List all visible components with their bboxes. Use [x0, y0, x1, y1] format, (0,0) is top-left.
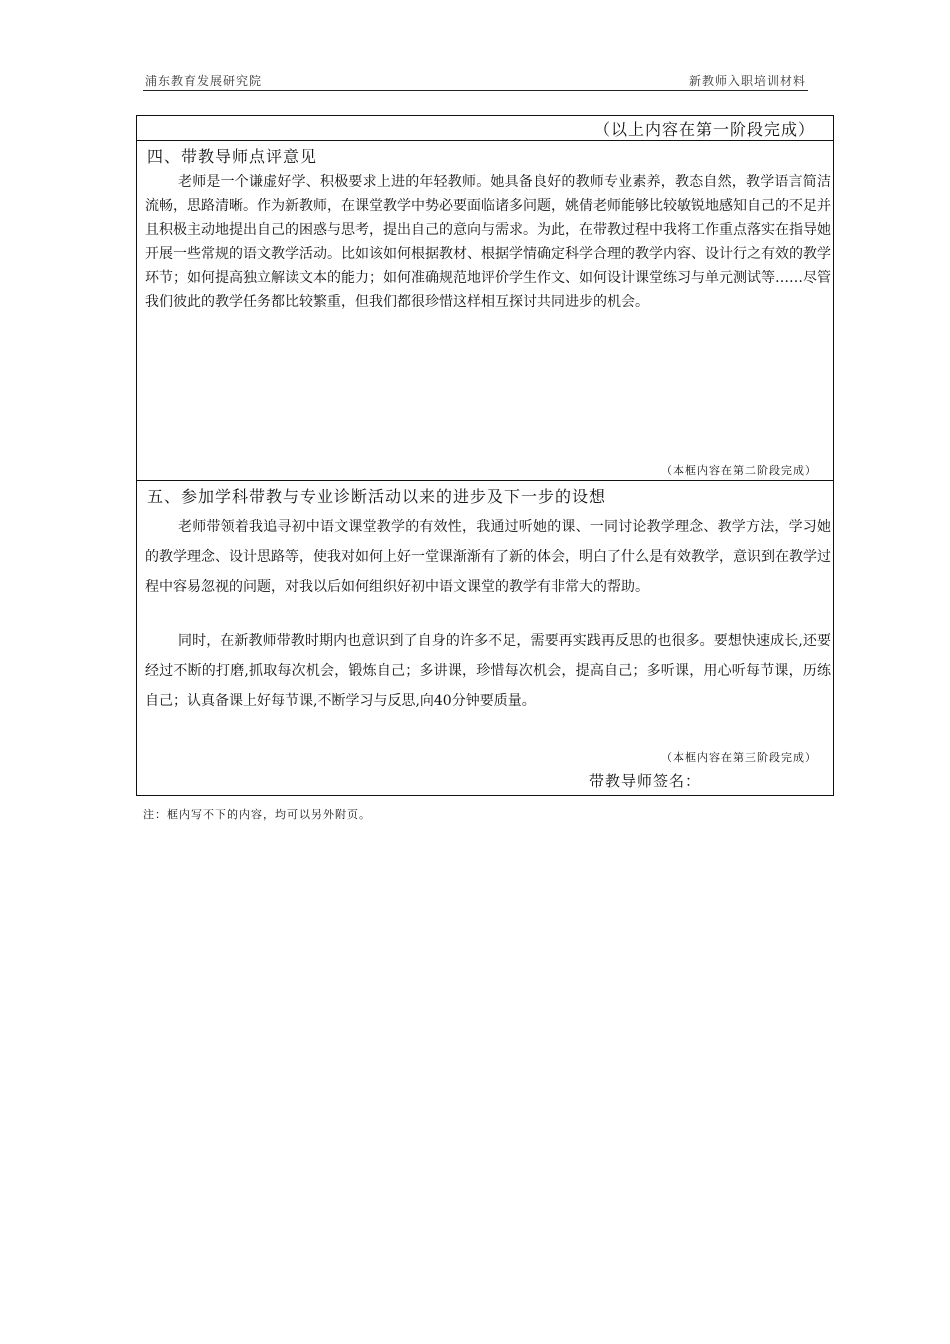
- mentor-comment-section: [137, 141, 833, 481]
- section5-title: 五、参加学科带教与专业诊断活动以来的进步及下一步的设想: [147, 487, 607, 506]
- evaluation-form-table: [136, 115, 834, 796]
- stage2-note: （本框内容在第二阶段完成）: [661, 464, 817, 477]
- progress-paragraph-2: 同时，在新教师带教时期内也意识到了自身的许多不足，需要再实践再反思的也很多。要想快速成长,还要经过不断的打磨,抓取每次机会，锻炼自己；多讲课，珍惜每次机会，提高自己；多听课，用心听每节课，历练自己；认真备课上好每节课,不断学习与反思,向40分钟要质量。: [145, 633, 831, 709]
- stage1-row: [137, 116, 833, 141]
- section4-title: 四、带教导师点评意见: [147, 147, 318, 166]
- mentor-signature-label: 带教导师签名：: [589, 772, 702, 790]
- progress-paragraph-1: 老师带领着我追寻初中语文课堂教学的有效性，我通过听她的课、一同讨论教学理念、教学方法，学习她的教学理念、设计思路等，使我对如何上好一堂课渐渐有了新的体会，明白了什么是有效教学，意识到在教学过程中容易忽视的问题，对我以后如何组织好初中语文课堂的教学有非常大的帮助。: [145, 519, 831, 595]
- stage1-note: （以上内容在第一阶段完成）: [593, 120, 815, 139]
- organization-name: 浦东教育发展研究院: [145, 74, 263, 88]
- stage3-note: （本框内容在第三阶段完成）: [661, 751, 817, 764]
- progress-section: [137, 481, 833, 795]
- mentor-comment-text: 老师是一个谦虚好学、积极要求上进的年轻教师。她具备良好的教师专业素养，教态自然，教学语言简洁流畅，思路清晰。作为新教师，在课堂教学中势必要面临诸多问题，姚倩老师能够比较敏锐地感知自己的不足并且积极主动地提出自己的困惑与思考，提出自己的意向与需求。为此，在带教过程中我将工作重点落实在指导她开展一些常规的语文教学活动。比如该如何根据教材、根据学情确定科学合理的教学内容、设计行之有效的教学环节；如何提高独立解读文本的能力；如何准确规范地评价学生作文、如何设计课堂练习与单元测试等……尽管我们彼此的教学任务都比较繁重，但我们都很珍惜这样相互探讨共同进步的机会。: [145, 174, 831, 310]
- document-title: 新教师入职培训材料: [688, 74, 806, 88]
- page-header: [143, 70, 808, 91]
- footnote: 注：框内写不下的内容，均可以另外附页。: [143, 808, 371, 821]
